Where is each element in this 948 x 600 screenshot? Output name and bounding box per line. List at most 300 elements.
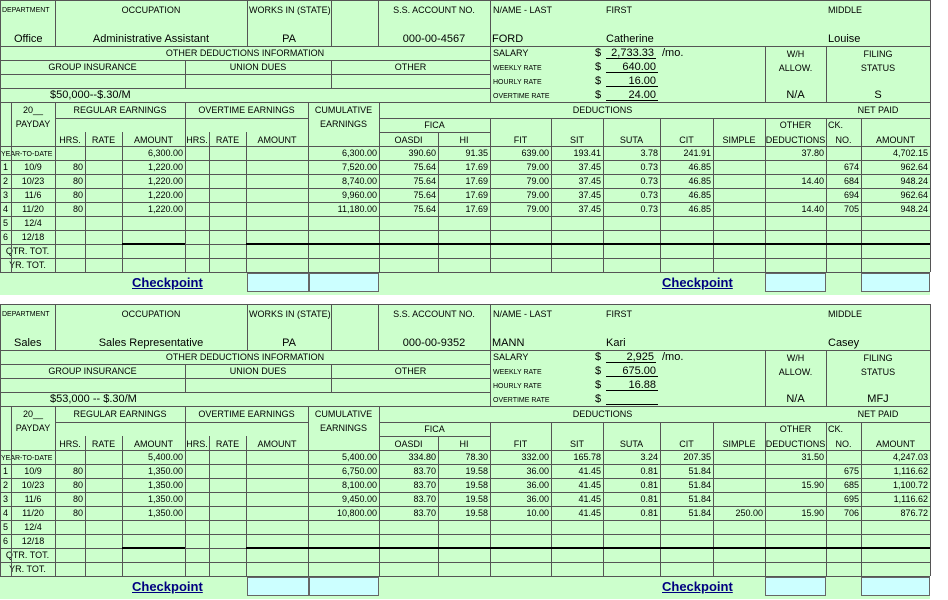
checkpoint-link[interactable]: Checkpoint [132, 579, 203, 594]
hi-cell [438, 535, 490, 547]
payday-label: PAYDAY [15, 119, 51, 129]
suta-header: SUTA [619, 439, 644, 449]
sit-cell: 193.41 [573, 148, 601, 158]
cit-cell: 46.85 [688, 162, 711, 172]
hi-cell: 78.30 [465, 452, 488, 462]
column-line [246, 450, 247, 576]
column-line [308, 146, 309, 272]
total-rule [246, 243, 308, 245]
payday-date: YEAR-TO-DATE [1, 151, 53, 158]
cit-cell [660, 259, 713, 271]
column-line [185, 146, 186, 272]
hrs-cell [55, 451, 85, 463]
sit-cell: 37.45 [578, 190, 601, 200]
hi-cell [438, 521, 490, 533]
other-deductions-label: OTHER [779, 424, 812, 434]
checkpoint-answer-box[interactable] [861, 577, 930, 596]
total-label: QTR. TOT. [5, 246, 50, 256]
ck-cell [826, 563, 861, 575]
suta-cell: 0.73 [640, 176, 658, 186]
simple-cell [713, 189, 765, 201]
fit-cell [490, 231, 551, 243]
sit-cell: 37.45 [578, 162, 601, 172]
weekly-rate-value: 640.00 [606, 61, 658, 73]
other-cell [765, 189, 826, 201]
checkpoint-answer-box[interactable] [765, 273, 826, 292]
fit-header: FIT [513, 439, 528, 449]
sit-cell [551, 217, 603, 229]
row-line [0, 378, 490, 379]
oasdi-cell [379, 259, 438, 271]
cum-cell: 6,750.00 [341, 466, 377, 476]
oasdi-cell: 390.60 [408, 148, 436, 158]
column-line [55, 450, 56, 576]
check-label: CK. [828, 424, 844, 434]
hi-cell: 91.35 [465, 148, 488, 158]
suta-cell [603, 549, 660, 561]
cit-cell [660, 245, 713, 257]
column-line [603, 146, 604, 272]
sit-cell: 41.45 [578, 508, 601, 518]
hrs-cell: 80 [72, 480, 83, 490]
column-line [0, 304, 1, 350]
row-line [0, 74, 490, 75]
department-label: DEPARTMENT [2, 311, 50, 318]
fit-cell: 332.00 [521, 452, 549, 462]
ck-cell [826, 231, 861, 243]
overtime-earnings-label: OVERTIME EARNINGS [198, 105, 295, 115]
column-line [930, 304, 931, 350]
column-line [0, 406, 1, 450]
cum-cell [308, 535, 379, 547]
other-deductions-info-label: OTHER DEDUCTIONS INFORMATION [165, 352, 325, 362]
oasdi-cell: 83.70 [413, 466, 436, 476]
column-line [490, 350, 491, 406]
fit-cell: 10.00 [526, 508, 549, 518]
simple-header: SIMPLE [722, 135, 756, 145]
cit-cell [660, 563, 713, 575]
total-label: YR. TOT. [9, 260, 46, 270]
amount-cell: 6,300.00 [147, 148, 183, 158]
checkpoint-link[interactable]: Checkpoint [662, 579, 733, 594]
salary-value: 2,733.33 [606, 47, 656, 59]
net-cell [861, 563, 930, 575]
column-line [490, 450, 491, 576]
group-insurance-label: GROUP INSURANCE [48, 366, 137, 376]
checkpoint-link[interactable]: Checkpoint [132, 275, 203, 290]
overtime-hours-header: HRS. [186, 135, 208, 145]
other-deductions-header: DEDUCTIONS [765, 439, 826, 449]
ck-cell [826, 259, 861, 271]
hrs-cell: 80 [72, 508, 83, 518]
hrs-cell [55, 549, 85, 561]
overtime-rate-header: RATE [215, 439, 240, 449]
row-number: 2 [2, 480, 8, 490]
sit-cell: 165.78 [573, 452, 601, 462]
union-dues-label: UNION DUES [229, 366, 287, 376]
simple-cell [713, 451, 765, 463]
cit-cell [660, 217, 713, 229]
weekly-rate-label: WEEKLY RATE [493, 65, 542, 72]
first-name-label: FIRST [606, 5, 632, 15]
column-line [0, 146, 1, 272]
fit-cell: 79.00 [526, 190, 549, 200]
row-line [0, 406, 930, 407]
allowances-label: ALLOW. [778, 367, 813, 377]
hrs-cell: 80 [72, 190, 83, 200]
middle-name-label: MIDDLE [828, 309, 863, 319]
hrs-cell [55, 147, 85, 159]
other-cell [765, 217, 826, 229]
column-line [765, 146, 766, 272]
works-in-label: WORKS IN (STATE) [249, 309, 331, 319]
cit-header: CIT [679, 439, 694, 449]
column-line [185, 450, 186, 576]
hrs-cell: 80 [72, 204, 83, 214]
cum-cell [308, 259, 379, 271]
state-value: PA [282, 337, 296, 349]
amount-cell [122, 549, 185, 561]
record-top-border [0, 304, 930, 305]
department-value: Office [14, 33, 43, 45]
sit-header: SIT [569, 135, 584, 145]
suta-cell: 0.81 [640, 466, 658, 476]
hi-cell [438, 563, 490, 575]
net-cell [861, 245, 930, 257]
ck-cell: 694 [843, 190, 859, 200]
deductions-label: DEDUCTIONS [572, 105, 633, 115]
check-label: CK. [828, 120, 844, 130]
amount-header: AMOUNT [134, 135, 173, 145]
row-line [379, 436, 490, 437]
other-cell [765, 259, 826, 271]
cit-cell: 241.91 [683, 148, 711, 158]
hi-cell [438, 259, 490, 271]
group-insurance-value: $50,000--$.30/M [50, 89, 131, 101]
column-line [930, 146, 931, 272]
fit-cell [490, 535, 551, 547]
simple-cell [713, 493, 765, 505]
net-amount-header: AMOUNT [876, 135, 915, 145]
payday-date: 12/18 [21, 232, 45, 242]
suta-cell: 0.81 [640, 494, 658, 504]
row-number: 1 [2, 162, 8, 172]
ck-cell: 675 [843, 466, 859, 476]
simple-cell [713, 147, 765, 159]
oasdi-cell [379, 521, 438, 533]
checkpoint-answer-box[interactable] [861, 273, 930, 292]
simple-cell [713, 217, 765, 229]
amount-cell: 1,350.00 [147, 508, 183, 518]
other-cell: 15.90 [801, 480, 824, 490]
other-deductions-header: DEDUCTIONS [765, 135, 826, 145]
ck-cell: 706 [843, 508, 859, 518]
year-label: 20__ [22, 409, 44, 419]
other-cell [765, 231, 826, 243]
net-cell: 1,116.62 [893, 466, 928, 476]
status-label: STATUS [860, 367, 896, 377]
dollar-sign: $ [595, 89, 602, 101]
suta-cell [603, 245, 660, 257]
amount-cell [122, 521, 185, 533]
suta-cell [603, 231, 660, 243]
oasdi-header: OASDI [394, 135, 423, 145]
amount-cell: 5,400.00 [147, 452, 183, 462]
dollar-sign: $ [595, 393, 602, 405]
hi-cell: 19.58 [465, 494, 488, 504]
hrs-cell [55, 259, 85, 271]
occupation-value: Administrative Assistant [92, 33, 210, 45]
hi-cell [438, 245, 490, 257]
fit-header: FIT [513, 135, 528, 145]
hi-cell: 17.69 [465, 176, 488, 186]
filing-status-value: MFJ [867, 393, 889, 405]
checkpoint-answer-box[interactable] [309, 273, 379, 292]
column-line [122, 146, 123, 272]
ck-cell [826, 535, 861, 547]
payday-date: 11/20 [22, 204, 44, 214]
hi-cell [438, 549, 490, 561]
amount-cell [122, 217, 185, 229]
payday-date: 10/23 [21, 176, 45, 186]
column-line [209, 450, 210, 576]
overtime-rate-value [606, 393, 658, 405]
cum-cell: 9,960.00 [341, 190, 377, 200]
sit-cell: 37.45 [578, 204, 601, 214]
column-line [490, 146, 491, 272]
overtime-rate-label: OVERTIME RATE [493, 93, 550, 100]
sit-cell [551, 563, 603, 575]
suta-cell [603, 563, 660, 575]
dollar-sign: $ [595, 365, 602, 377]
oasdi-cell [379, 549, 438, 561]
total-rule [308, 547, 379, 549]
fit-cell [490, 217, 551, 229]
hourly-rate-label: HOURLY RATE [493, 79, 542, 86]
column-line [765, 450, 766, 576]
hrs-cell: 80 [72, 176, 83, 186]
other-cell [765, 245, 826, 257]
hi-header: HI [459, 135, 469, 145]
cit-cell [660, 521, 713, 533]
fit-cell: 79.00 [526, 176, 549, 186]
middle-name-value: Casey [828, 337, 860, 349]
simple-cell [713, 535, 765, 547]
simple-cell: 250.00 [735, 508, 763, 518]
simple-cell [713, 521, 765, 533]
oasdi-cell: 83.70 [413, 494, 436, 504]
hrs-cell: 80 [72, 466, 83, 476]
sit-cell [551, 535, 603, 547]
status-label: STATUS [860, 63, 896, 73]
total-rule [379, 243, 826, 245]
amount-cell [122, 245, 185, 257]
suta-header: SUTA [619, 135, 644, 145]
hi-cell: 19.58 [465, 466, 488, 476]
net-cell: 948.24 [900, 176, 928, 186]
net-cell: 962.64 [900, 190, 928, 200]
suta-cell: 0.73 [640, 204, 658, 214]
ck-cell [826, 217, 861, 229]
other-label: OTHER [394, 366, 427, 376]
checkpoint-answer-box[interactable] [765, 577, 826, 596]
cum-cell: 9,450.00 [341, 494, 377, 504]
cum-cell: 7,520.00 [341, 162, 377, 172]
hi-cell: 17.69 [465, 162, 488, 172]
column-line [930, 0, 931, 46]
simple-cell [713, 479, 765, 491]
overtime-amount-header: AMOUNT [257, 439, 297, 449]
row-number: 4 [2, 204, 8, 214]
sit-cell [551, 231, 603, 243]
suta-cell: 0.81 [640, 480, 658, 490]
ck-cell: 684 [843, 176, 859, 186]
column-line [713, 450, 714, 576]
allowances-value: N/A [786, 89, 805, 101]
deductions-label: DEDUCTIONS [572, 409, 633, 419]
oasdi-cell: 83.70 [413, 508, 436, 518]
first-name-value: Catherine [606, 33, 654, 45]
row-number: 2 [2, 176, 8, 186]
occupation-label: OCCUPATION [121, 309, 181, 319]
oasdi-cell: 75.64 [413, 204, 436, 214]
amount-cell: 1,220.00 [147, 190, 183, 200]
column-line [11, 146, 12, 272]
row-number: 1 [2, 466, 8, 476]
overtime-earnings-label: OVERTIME EARNINGS [198, 409, 295, 419]
cit-cell: 51.84 [688, 466, 711, 476]
occupation-value: Sales Representative [98, 337, 204, 349]
wh-label: W/H [786, 49, 805, 59]
net-cell: 1,100.72 [892, 480, 928, 490]
overtime-rate-value: 24.00 [606, 89, 658, 101]
department-value: Sales [14, 337, 42, 349]
other-cell [765, 493, 826, 505]
weekly-rate-label: WEEKLY RATE [493, 369, 542, 376]
simple-cell [713, 259, 765, 271]
sit-cell [551, 245, 603, 257]
salary-unit: /mo. [662, 47, 684, 59]
salary-unit: /mo. [662, 351, 684, 363]
suta-cell [603, 535, 660, 547]
state-value: PA [282, 33, 296, 45]
other-cell: 15.90 [801, 508, 824, 518]
column-line [930, 450, 931, 576]
checkpoint-answer-box[interactable] [247, 273, 309, 292]
total-rule [826, 547, 930, 549]
row-number: 5 [2, 522, 8, 532]
row-number: 4 [2, 508, 8, 518]
cum-cell: 6,300.00 [341, 148, 377, 158]
row-number: 5 [2, 218, 8, 228]
hours-header: HRS. [59, 135, 81, 145]
checkpoint-answer-box[interactable] [309, 577, 379, 596]
name-last-label: N/AME - LAST [493, 309, 553, 319]
middle-name-label: MIDDLE [828, 5, 863, 15]
oasdi-cell: 75.64 [413, 190, 436, 200]
payday-date: YEAR-TO-DATE [1, 455, 53, 462]
other-deductions-info-label: OTHER DEDUCTIONS INFORMATION [165, 48, 325, 58]
fit-cell [490, 259, 551, 271]
first-name-label: FIRST [606, 309, 632, 319]
suta-cell: 0.73 [640, 190, 658, 200]
sit-cell [551, 521, 603, 533]
occupation-label: OCCUPATION [121, 5, 181, 15]
oasdi-cell: 75.64 [413, 162, 436, 172]
fit-cell [490, 549, 551, 561]
fit-cell: 36.00 [526, 480, 549, 490]
hrs-cell [55, 245, 85, 257]
column-line [551, 146, 552, 272]
column-line [930, 350, 931, 406]
net-cell [861, 259, 930, 271]
sit-cell: 41.45 [578, 480, 601, 490]
other-cell [765, 521, 826, 533]
column-line [379, 450, 380, 576]
total-label: QTR. TOT. [5, 550, 50, 560]
hi-header: HI [459, 439, 469, 449]
fica-label: FICA [424, 424, 445, 434]
column-line [930, 406, 931, 450]
dollar-sign: $ [595, 75, 602, 87]
column-line [85, 450, 86, 576]
suta-cell [603, 259, 660, 271]
payday-date: 10/23 [21, 480, 45, 490]
ck-cell: 674 [843, 162, 859, 172]
salary-label: SALARY [493, 352, 529, 362]
column-line [11, 450, 12, 576]
amount-cell: 1,350.00 [147, 480, 183, 490]
payday-date: 10/9 [24, 466, 42, 476]
checkpoint-link[interactable]: Checkpoint [662, 275, 733, 290]
payday-date: 12/4 [24, 522, 42, 532]
ck-cell: 685 [843, 480, 859, 490]
cum-cell [308, 563, 379, 575]
column-line [490, 0, 491, 46]
hrs-cell [55, 231, 85, 243]
ck-cell: 705 [843, 204, 859, 214]
fit-cell: 36.00 [526, 494, 549, 504]
cit-cell [660, 535, 713, 547]
row-line [0, 102, 930, 103]
works-in-label: WORKS IN (STATE) [249, 5, 331, 15]
net-cell [861, 231, 930, 243]
hourly-rate-value: 16.00 [606, 75, 658, 87]
suta-cell [603, 521, 660, 533]
filing-status-value: S [874, 89, 882, 101]
simple-cell [713, 465, 765, 477]
oasdi-cell [379, 563, 438, 575]
fit-cell: 639.00 [521, 148, 549, 158]
cum-cell: 11,180.00 [337, 204, 377, 214]
sit-cell [551, 549, 603, 561]
payday-date: 11/6 [24, 190, 42, 200]
regular-earnings-label: REGULAR EARNINGS [73, 409, 167, 419]
hi-cell: 17.69 [465, 190, 488, 200]
row-line [379, 132, 490, 133]
total-rule [122, 243, 185, 245]
total-rule [308, 243, 379, 245]
payday-date: 11/6 [24, 494, 42, 504]
column-line [930, 46, 931, 102]
checkpoint-answer-box[interactable] [247, 577, 309, 596]
filing-label: FILING [863, 353, 893, 363]
payday-label: PAYDAY [15, 423, 51, 433]
ss-account-label: S.S. ACCOUNT NO. [393, 309, 475, 319]
column-line [490, 46, 491, 102]
simple-cell [713, 549, 765, 561]
last-name-value: FORD [492, 33, 524, 45]
